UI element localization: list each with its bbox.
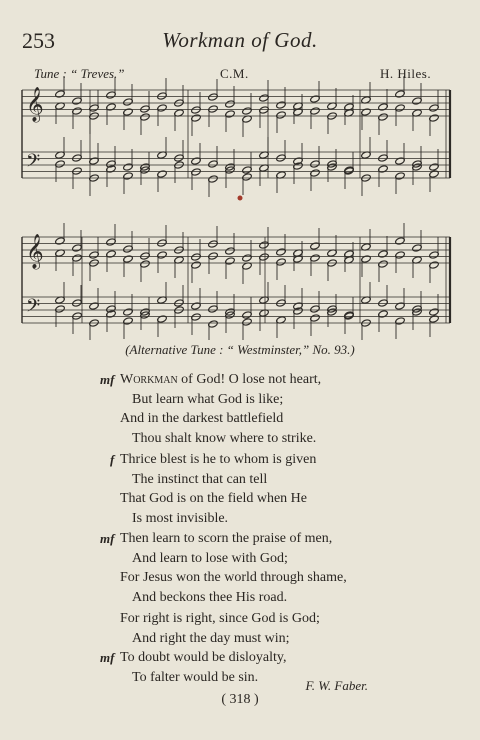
hymn-number: 253 (22, 28, 55, 53)
hymn-line: And beckons thee His road. (132, 589, 288, 605)
bass-clef-icon: 𝄢 (26, 151, 41, 176)
tune-composer: H. Hiles. (380, 66, 432, 81)
hymn-line: Thou shalt know where to strike. (132, 430, 317, 446)
alternative-tune: (Alternative Tune : “ Westminster,” No. 93.) (125, 342, 355, 357)
hymn-line: Then learn to scorn the praise of men, (120, 531, 333, 546)
author: F. W. Faber. (305, 678, 368, 693)
hymn-line: And in the darkest battlefield (120, 411, 284, 426)
hymn-line: Is most invisible. (132, 510, 229, 526)
dynamic-marking: mf (100, 650, 115, 665)
hymn-line: For Jesus won the world through shame, (120, 570, 347, 585)
dynamic-marking: mf (100, 531, 115, 546)
treble-clef-icon: 𝄞 (26, 87, 44, 122)
hymn-title: Workman of God. (162, 28, 318, 52)
hymn-line: But learn what God is like; (132, 391, 284, 407)
dynamic-marking: f (110, 452, 115, 467)
hymn-line: Workman of God! O lose not heart, (120, 372, 322, 387)
hymn-line: For right is right, since God is God; (120, 611, 320, 626)
bass-clef-icon: 𝄢 (26, 296, 41, 321)
hymn-line: The instinct that can tell (132, 471, 268, 487)
treble-clef-icon: 𝄞 (26, 234, 44, 269)
hymn-line: Thrice blest is he to whom is given (120, 452, 317, 467)
music-score (0, 0, 480, 340)
ink-spot (238, 196, 243, 201)
hymn-line: And learn to lose with God; (132, 550, 288, 566)
dynamic-marking: mf (100, 372, 115, 387)
tune-name: Tune : “ Treves.” (34, 66, 125, 81)
hymn-line: To falter would be sin. (132, 669, 259, 685)
tune-meter: C.M. (220, 66, 249, 81)
hymn-line: To doubt would be disloyalty, (120, 650, 287, 665)
page-number: ( 318 ) (221, 692, 259, 707)
hymn-line: That God is on the field when He (120, 491, 308, 506)
hymn-line: And right the day must win; (132, 630, 290, 646)
